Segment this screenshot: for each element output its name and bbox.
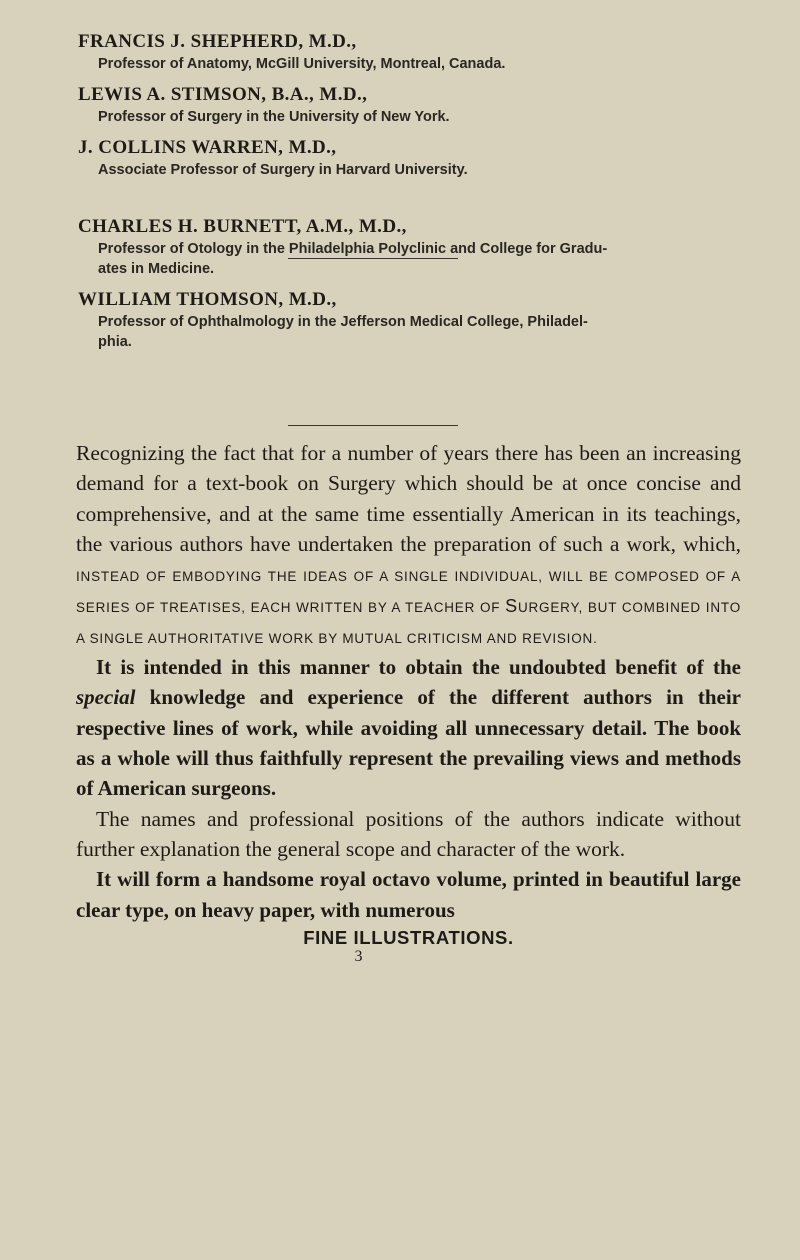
- paragraph-intro: [76, 438, 741, 652]
- page-number: 3: [354, 947, 363, 965]
- paragraph-format: It will form a handsome royal octavo volume, printed in beautiful large clear type, on heavy paper, with numerous: [76, 867, 741, 922]
- author-list: [78, 30, 758, 361]
- italic-word: special: [76, 685, 136, 710]
- prospectus-text: [76, 438, 741, 965]
- author-name: FRANCIS J. SHEPHERD, M.D.,: [78, 31, 357, 52]
- author-entry: [78, 215, 758, 279]
- smallcaps-a: INSTEAD OF EMBODYING THE IDEAS OF A SINGLE INDIVIDUAL, WILL BE COMPOSED OF A SERIES OF TREATISES, EACH WRITTEN BY A TEACHER OF: [76, 569, 741, 616]
- illustrations-heading: FINE ILLUSTRATIONS.: [303, 926, 514, 948]
- author-title: Professor of Otology in the Philadelphia Polyclinic and College for Gradu-: [98, 241, 608, 257]
- author-name: CHARLES H. BURNETT, A.M., M.D.,: [78, 216, 407, 237]
- smallcaps-b: URGERY, BUT COMBINED INTO A SINGLE AUTHORITATIVE WORK BY MUTUAL CRITICISM AND REVISION.: [76, 600, 741, 647]
- smallcaps-text: [76, 569, 741, 646]
- divider-rule: [288, 425, 458, 426]
- author-entry: [78, 136, 758, 180]
- author-entry: [78, 30, 758, 74]
- paragraph-scope: The names and professional positions of the authors indicate without further explanation the general scope and character of the work.: [76, 806, 741, 861]
- smallcaps-initial: S: [505, 596, 518, 617]
- author-title: Professor of Surgery in the University of New York.: [98, 109, 450, 125]
- section-gap: [78, 189, 758, 215]
- author-title: Professor of Anatomy, McGill University, Montreal, Canada.: [98, 56, 506, 72]
- author-name: LEWIS A. STIMSON, B.A., M.D.,: [78, 84, 368, 105]
- intro-text: Recognizing the fact that for a number of years there has been an increasing demand for a text-book on Surgery which should be at once concise and comprehensive, and at the same time essentially American in its teachings, the various authors have undertaken the preparation of such a work, which,: [76, 441, 741, 556]
- author-title-continued: ates in Medicine.: [98, 261, 215, 277]
- divider-rule: [288, 258, 458, 259]
- author-entry: [78, 288, 758, 352]
- paragraph-purpose: [76, 652, 741, 803]
- author-title: Associate Professor of Surgery in Harvard University.: [98, 162, 468, 178]
- purpose-text-b: knowledge and experience of the different authors in their respective lines of work, while avoiding all unnecessary detail. The book as a whole will thus faithfully represent the prevailing views and methods of American surgeons.: [76, 685, 741, 801]
- author-title: Professor of Ophthalmology in the Jefferson Medical College, Philadel-: [98, 314, 588, 330]
- author-entry: [78, 83, 758, 127]
- author-name: WILLIAM THOMSON, M.D.,: [78, 289, 337, 310]
- author-title-continued: phia.: [98, 334, 132, 350]
- author-name: J. COLLINS WARREN, M.D.,: [78, 137, 337, 158]
- purpose-text-a: It is intended in this manner to obtain the undoubted benefit of the: [96, 655, 741, 680]
